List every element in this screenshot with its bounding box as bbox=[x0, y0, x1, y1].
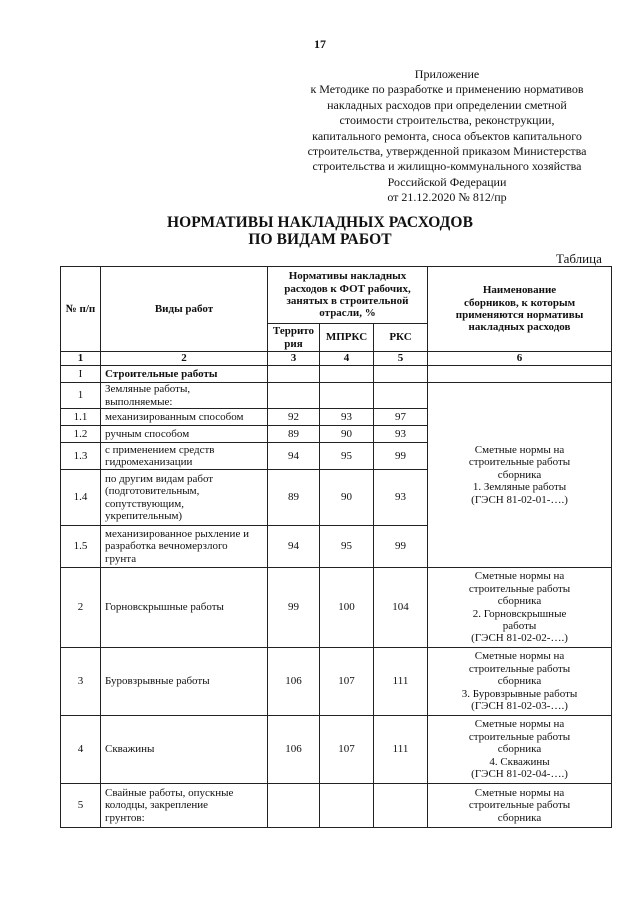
value-territory: 99 bbox=[268, 568, 320, 648]
text-line: сборника bbox=[497, 468, 542, 481]
text-line: сопутствующим, bbox=[105, 497, 185, 510]
empty-cell bbox=[268, 383, 320, 409]
value-rks: 111 bbox=[374, 716, 428, 784]
empty-cell bbox=[374, 383, 428, 409]
value-rks: 99 bbox=[374, 526, 428, 568]
value-territory: 106 bbox=[268, 716, 320, 784]
text-line: (ГЭСН 81-02-01-….) bbox=[471, 493, 568, 506]
collection-cell bbox=[428, 383, 612, 568]
row-work-type: ручным способом bbox=[101, 426, 268, 443]
row-num: 5 bbox=[61, 784, 101, 828]
header-line: сборников, к которым bbox=[463, 296, 576, 309]
header-norms bbox=[268, 267, 428, 324]
value-mprks: 107 bbox=[320, 716, 374, 784]
appendix-line: стоимости строительства, реконструкции, bbox=[339, 113, 555, 128]
row-work-type bbox=[101, 383, 268, 409]
value-territory: 106 bbox=[268, 648, 320, 716]
text-line: строительные работы bbox=[468, 582, 571, 595]
row-work-type bbox=[101, 470, 268, 526]
text-line: с применением средств bbox=[105, 443, 215, 456]
appendix-line: Приложение bbox=[414, 67, 480, 81]
norms-table bbox=[60, 266, 612, 828]
text-line: сборника bbox=[497, 595, 542, 608]
appendix-line: Российской Федерации bbox=[387, 174, 507, 189]
header-line: Нормативы накладных bbox=[288, 270, 407, 283]
value-rks: 93 bbox=[374, 426, 428, 443]
appendix-line: строительства, утвержденной приказом Министерства bbox=[307, 144, 587, 159]
header-territory bbox=[268, 324, 320, 352]
header-line: Террито bbox=[272, 325, 315, 338]
row-num: 3 bbox=[61, 648, 101, 716]
appendix-line: строительства и жилищно-коммунального хозяйства bbox=[312, 159, 582, 174]
row-num: 1 bbox=[61, 383, 101, 409]
col-number: 2 bbox=[101, 352, 268, 366]
value-territory: 94 bbox=[268, 526, 320, 568]
empty-cell bbox=[374, 784, 428, 828]
appendix-line: капитального ремонта, сноса объектов капитального bbox=[312, 128, 582, 143]
row-num: 1.5 bbox=[61, 526, 101, 568]
text-line: разработка вечномерзлого bbox=[105, 540, 228, 553]
empty-cell bbox=[268, 784, 320, 828]
row-num: 1.2 bbox=[61, 426, 101, 443]
section-num: I bbox=[61, 366, 101, 383]
table-row bbox=[61, 568, 612, 648]
text-line: по другим видам работ bbox=[105, 472, 214, 485]
text-line: Земляные работы, bbox=[105, 383, 191, 396]
text-line: Сметные нормы на bbox=[474, 570, 565, 583]
text-line: (ГЭСН 81-02-04-….) bbox=[471, 768, 568, 781]
text-line: строительные работы bbox=[468, 662, 571, 675]
table-label: Таблица bbox=[556, 251, 602, 266]
row-work-type: Скважины bbox=[101, 716, 268, 784]
row-num: 1.4 bbox=[61, 470, 101, 526]
value-mprks: 107 bbox=[320, 648, 374, 716]
value-mprks: 100 bbox=[320, 568, 374, 648]
appendix-line: к Методике по разработке и применению нормативов bbox=[310, 82, 584, 97]
appendix-line: от 21.12.2020 № 812/пр bbox=[387, 190, 507, 205]
empty-cell bbox=[320, 366, 374, 383]
text-line: 2. Горновскрышные bbox=[472, 607, 567, 620]
value-mprks: 93 bbox=[320, 409, 374, 426]
text-line: Сметные нормы на bbox=[474, 718, 565, 731]
row-num: 1.1 bbox=[61, 409, 101, 426]
row-work-type: Буровзрывные работы bbox=[101, 648, 268, 716]
value-rks: 111 bbox=[374, 648, 428, 716]
value-mprks: 90 bbox=[320, 470, 374, 526]
row-work-type: Горновскрышные работы bbox=[101, 568, 268, 648]
header-line: расходов к ФОТ рабочих, bbox=[284, 282, 411, 295]
collection-cell bbox=[428, 648, 612, 716]
text-line: строительные работы bbox=[468, 456, 571, 469]
text-line: строительные работы bbox=[468, 730, 571, 743]
text-line: 1. Земляные работы bbox=[472, 481, 567, 494]
text-line: Сметные нормы на bbox=[474, 650, 565, 663]
text-line: 4. Скважины bbox=[489, 755, 550, 768]
value-rks: 97 bbox=[374, 409, 428, 426]
title-line: ПО ВИДАМ РАБОТ bbox=[248, 231, 392, 248]
row-work-type bbox=[101, 526, 268, 568]
value-territory: 94 bbox=[268, 443, 320, 470]
header-mprks: МПРКС bbox=[320, 324, 374, 352]
value-mprks: 90 bbox=[320, 426, 374, 443]
row-work-type: механизированным способом bbox=[101, 409, 268, 426]
text-line: 3. Буровзрывные работы bbox=[461, 687, 578, 700]
col-number: 1 bbox=[61, 352, 101, 366]
text-line: механизированное рыхление и bbox=[105, 527, 249, 540]
value-territory: 89 bbox=[268, 470, 320, 526]
value-mprks: 95 bbox=[320, 443, 374, 470]
header-rks: РКС bbox=[374, 324, 428, 352]
appendix-block bbox=[282, 67, 612, 206]
value-territory: 89 bbox=[268, 426, 320, 443]
page-number: 17 bbox=[314, 37, 326, 51]
appendix-line: накладных расходов при определении сметной bbox=[327, 97, 567, 112]
value-rks: 104 bbox=[374, 568, 428, 648]
text-line: выполняемые: bbox=[105, 395, 173, 408]
col-number: 4 bbox=[320, 352, 374, 366]
section-row bbox=[61, 366, 612, 383]
empty-cell bbox=[320, 383, 374, 409]
column-numbers-row bbox=[61, 352, 612, 366]
text-line: (ГЭСН 81-02-03-….) bbox=[471, 700, 568, 713]
section-name: Строительные работы bbox=[101, 366, 268, 383]
text-line: (подготовительным, bbox=[105, 485, 200, 498]
header-line: рия bbox=[284, 337, 303, 350]
row-num: 4 bbox=[61, 716, 101, 784]
row-work-type bbox=[101, 784, 268, 828]
value-mprks: 95 bbox=[320, 526, 374, 568]
text-line: колодцы, закрепление bbox=[105, 799, 209, 812]
collection-cell bbox=[428, 568, 612, 648]
value-rks: 99 bbox=[374, 443, 428, 470]
text-line: сборника bbox=[497, 675, 542, 688]
col-number: 3 bbox=[268, 352, 320, 366]
row-num: 1.3 bbox=[61, 443, 101, 470]
value-territory: 92 bbox=[268, 409, 320, 426]
header-line: накладных расходов bbox=[468, 321, 571, 334]
table-row bbox=[61, 383, 612, 409]
text-line: сборника bbox=[497, 811, 542, 824]
table-row bbox=[61, 784, 612, 828]
text-line: сборника bbox=[497, 743, 542, 756]
text-line: Сметные нормы на bbox=[474, 443, 565, 456]
table-row bbox=[61, 716, 612, 784]
text-line: работы bbox=[502, 619, 537, 632]
text-line: грунтов: bbox=[105, 811, 145, 824]
table-row bbox=[61, 648, 612, 716]
header-row bbox=[61, 267, 612, 324]
text-line: (ГЭСН 81-02-02-….) bbox=[471, 632, 568, 645]
header-collections bbox=[428, 267, 612, 352]
col-number: 6 bbox=[428, 352, 612, 366]
document-title bbox=[120, 214, 520, 248]
value-rks: 93 bbox=[374, 470, 428, 526]
col-number: 5 bbox=[374, 352, 428, 366]
header-line: применяются нормативы bbox=[455, 309, 584, 321]
collection-cell bbox=[428, 716, 612, 784]
row-num: 2 bbox=[61, 568, 101, 648]
header-work-type: Виды работ bbox=[101, 267, 268, 352]
collection-cell bbox=[428, 784, 612, 828]
text-line: Сметные нормы на bbox=[474, 786, 565, 799]
text-line: гидромеханизации bbox=[105, 456, 193, 468]
text-line: Свайные работы, опускные bbox=[105, 786, 234, 799]
text-line: строительные работы bbox=[468, 799, 571, 812]
header-line: Наименование bbox=[482, 284, 557, 297]
text-line: укрепительным) bbox=[105, 509, 183, 522]
header-line: отрасли, % bbox=[319, 307, 376, 320]
empty-cell bbox=[320, 784, 374, 828]
header-line: занятых в строительной bbox=[286, 295, 409, 307]
empty-cell bbox=[268, 366, 320, 383]
title-line: НОРМАТИВЫ НАКЛАДНЫХ РАСХОДОВ bbox=[166, 214, 474, 231]
text-line: грунта bbox=[105, 552, 137, 565]
row-work-type bbox=[101, 443, 268, 470]
empty-cell bbox=[374, 366, 428, 383]
header-num: № п/п bbox=[61, 267, 101, 352]
empty-cell bbox=[428, 366, 612, 383]
